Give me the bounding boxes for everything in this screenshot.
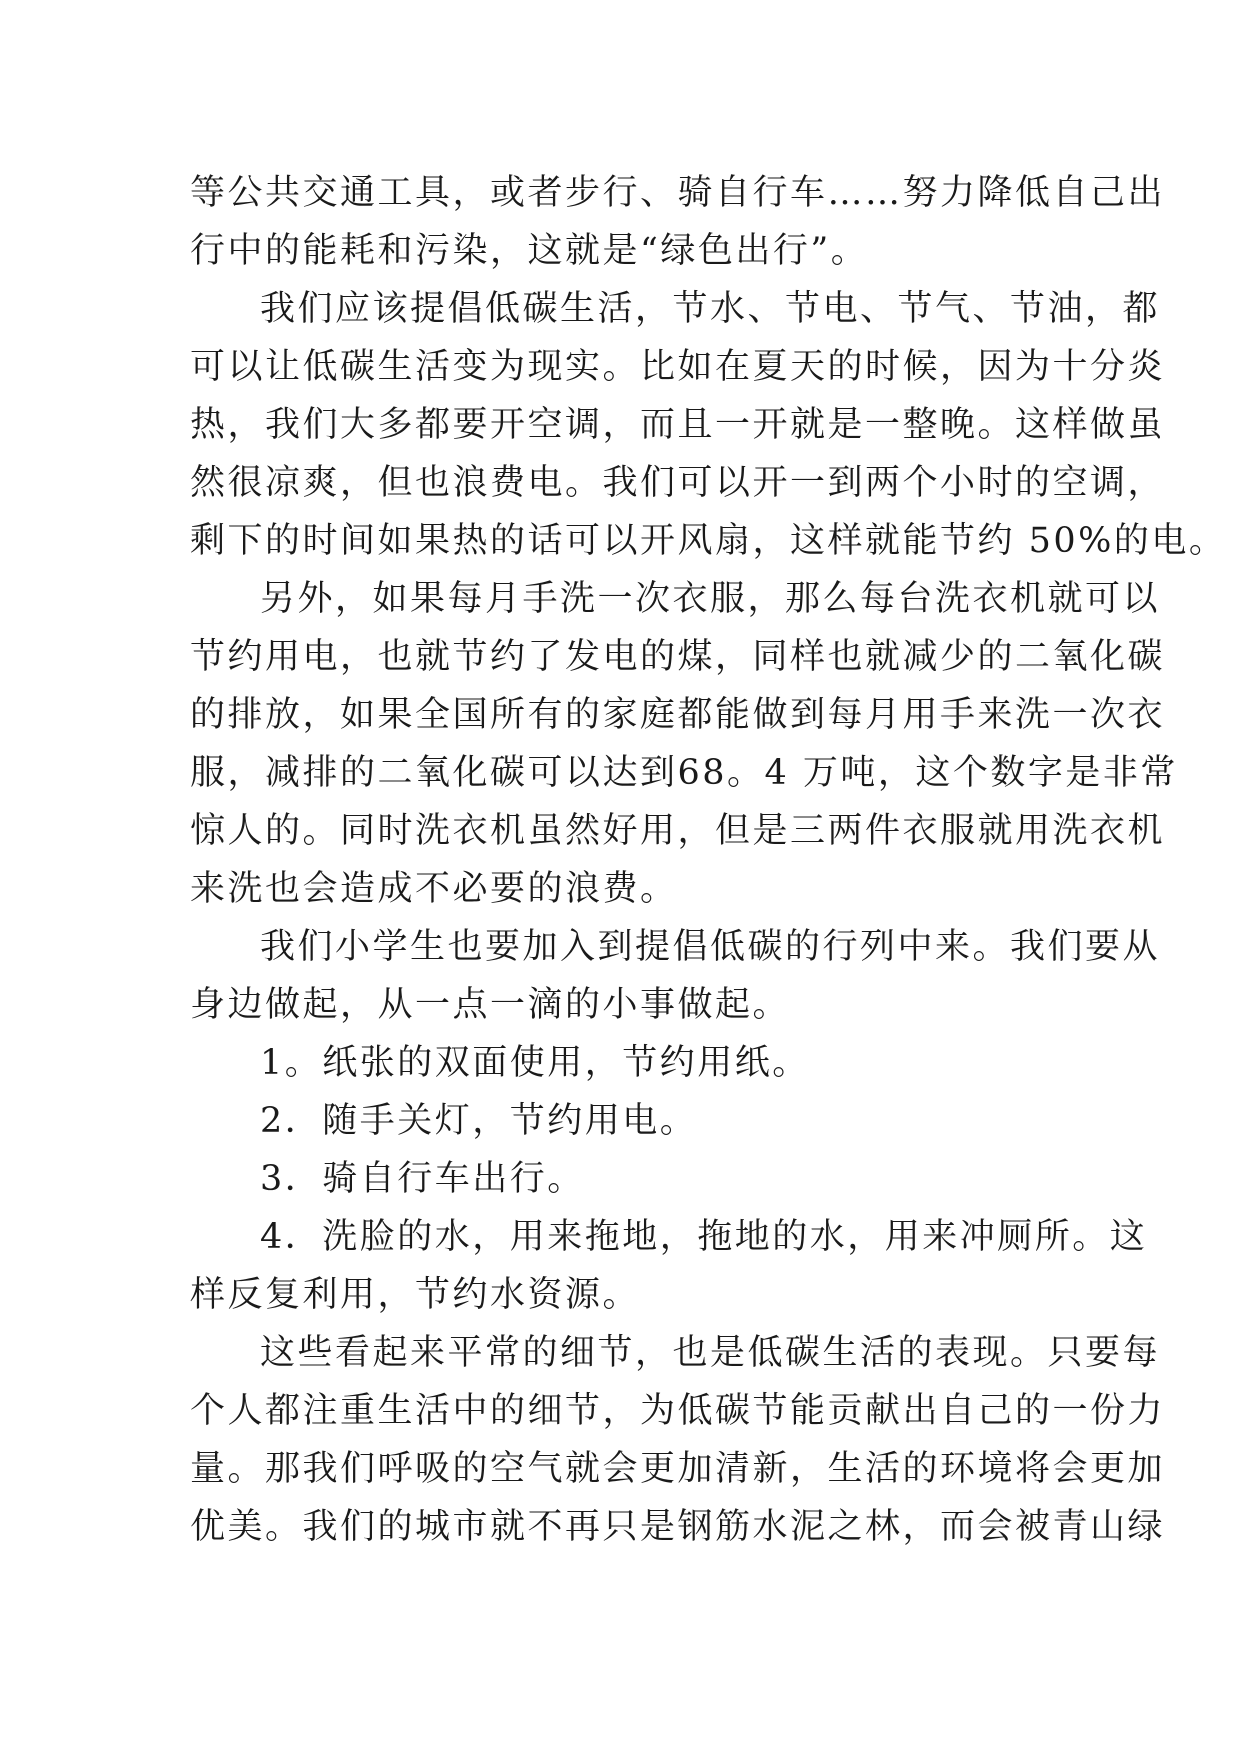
text-line: 这些看起来平常的细节，也是低碳生活的表现。只要每 <box>260 1333 1161 1373</box>
text-line: 另外，如果每月手洗一次衣服，那么每台洗衣机就可以 <box>260 579 1161 619</box>
text-line: 个人都注重生活中的细节，为低碳节能贡献出自己的一份力 <box>190 1391 1166 1431</box>
text-line: 节约用电，也就节约了发电的煤，同样也就减少的二氧化碳 <box>190 637 1166 677</box>
text-line: 我们小学生也要加入到提倡低碳的行列中来。我们要从 <box>260 927 1161 967</box>
text-line: 身边做起，从一点一滴的小事做起。 <box>190 985 791 1025</box>
text-line: 样反复利用，节约水资源。 <box>190 1275 641 1315</box>
list-item-1: 1。纸张的双面使用，节约用纸。 <box>260 1043 810 1083</box>
text-line: 行中的能耗和污染，这就是“绿色出行”。 <box>190 231 869 271</box>
text-line: 然很凉爽，但也浪费电。我们可以开一到两个小时的空调， <box>190 463 1166 503</box>
list-item-3: 3．骑自行车出行。 <box>260 1159 585 1199</box>
text-line: 热，我们大多都要开空调，而且一开就是一整晚。这样做虽 <box>190 405 1166 445</box>
text-line: 量。那我们呼吸的空气就会更加清新，生活的环境将会更加 <box>190 1449 1166 1489</box>
list-item-2: 2．随手关灯，节约用电。 <box>260 1101 698 1141</box>
text-line: 我们应该提倡低碳生活，节水、节电、节气、节油，都 <box>260 289 1161 329</box>
text-line: 剩下的时间如果热的话可以开风扇，这样就能节约 50%的电。 <box>190 521 1227 561</box>
text-line: 的排放，如果全国所有的家庭都能做到每月用手来洗一次衣 <box>190 695 1166 735</box>
list-item-4: 4．洗脸的水，用来拖地，拖地的水，用来冲厕所。这 <box>260 1217 1148 1257</box>
text-line: 优美。我们的城市就不再只是钢筋水泥之林，而会被青山绿 <box>190 1507 1166 1547</box>
text-line: 来洗也会造成不必要的浪费。 <box>190 869 678 909</box>
text-line: 等公共交通工具，或者步行、骑自行车……努力降低自己出 <box>190 173 1166 213</box>
text-line: 服，减排的二氧化碳可以达到68。4 万吨，这个数字是非常 <box>190 753 1178 793</box>
text-line: 惊人的。同时洗衣机虽然好用，但是三两件衣服就用洗衣机 <box>190 811 1166 851</box>
text-line: 可以让低碳生活变为现实。比如在夏天的时候，因为十分炎 <box>190 347 1166 387</box>
document-body <box>190 164 1227 1556</box>
